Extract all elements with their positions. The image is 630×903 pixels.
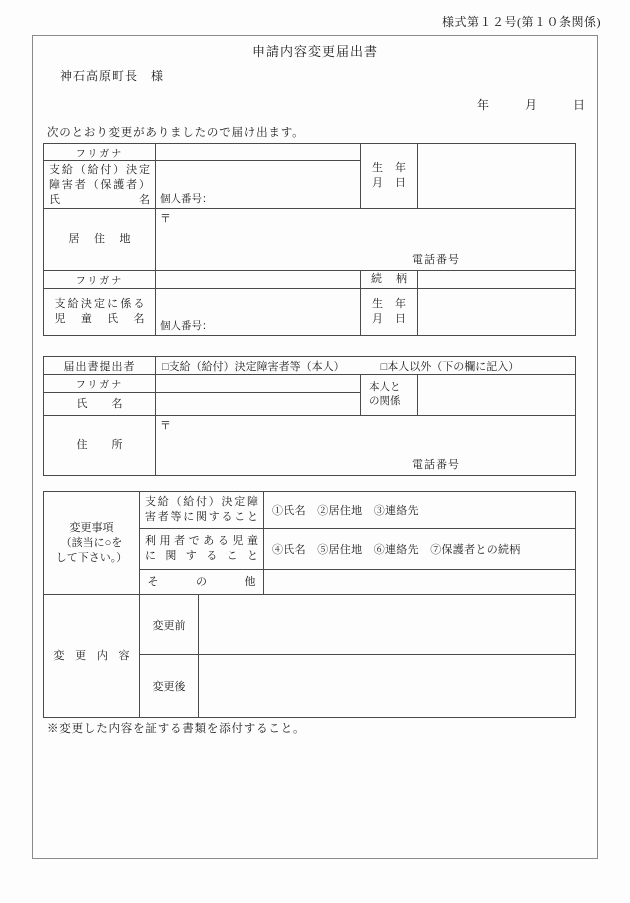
child-name-input-cell[interactable] bbox=[156, 289, 361, 335]
relation-to-self-input-cell[interactable] bbox=[418, 375, 575, 416]
child-furigana-label: フリガナ bbox=[44, 271, 156, 289]
date-month-label: 月 bbox=[524, 98, 537, 112]
after-input-cell[interactable] bbox=[199, 655, 575, 717]
other-input-cell[interactable] bbox=[264, 570, 575, 595]
before-input-cell[interactable] bbox=[199, 595, 575, 655]
submitter-furigana-input-cell[interactable] bbox=[156, 375, 361, 393]
phone-label: 電話番号 bbox=[412, 459, 460, 471]
child-personal-number-label: 個人番号： bbox=[160, 321, 213, 332]
checkbox-option-self[interactable]: □支給（給付）決定障害者等（本人） bbox=[162, 360, 345, 373]
date-line bbox=[477, 96, 585, 113]
recipient-name-label: 支給（給付）決定 障害者（保護者） 氏名 bbox=[44, 161, 156, 209]
after-label: 変更後 bbox=[140, 655, 199, 717]
child-birthdate-label: 生年 月日 bbox=[361, 289, 418, 335]
residence-label: 居住地 bbox=[44, 209, 156, 271]
addressee: 神石高原町長 様 bbox=[60, 69, 165, 83]
change-items-label: 変更事項 （該当に○を して下さい。） bbox=[44, 492, 140, 595]
footnote: ※変更した内容を証する書類を添付すること。 bbox=[47, 723, 306, 735]
grantee-options: ①氏名 ②居住地 ③連絡先 bbox=[264, 492, 575, 529]
child-matters-label: 利用者である児童 に関すること bbox=[140, 529, 264, 570]
address-label: 住所 bbox=[44, 416, 156, 475]
submitter-table bbox=[43, 356, 576, 476]
furigana-input-cell[interactable] bbox=[156, 144, 361, 161]
child-furigana-input-cell[interactable] bbox=[156, 271, 361, 289]
birthdate-input-cell[interactable] bbox=[418, 144, 575, 209]
date-day-label: 日 bbox=[572, 98, 585, 112]
date-year-label: 年 bbox=[476, 98, 489, 112]
submitter-label: 届出書提出者 bbox=[44, 357, 156, 375]
child-birthdate-input-cell[interactable] bbox=[418, 289, 575, 335]
recipient-table bbox=[43, 143, 576, 336]
intro-sentence: 次のとおり変更がありましたので届け出ます。 bbox=[47, 127, 305, 139]
child-name-label: 支給決定に係る 児童氏名 bbox=[44, 289, 156, 335]
page-title: 申請内容変更届出書 bbox=[251, 44, 378, 59]
residence-input-cell[interactable] bbox=[156, 209, 575, 271]
submitter-furigana-label: フリガナ bbox=[44, 375, 156, 393]
before-label: 変更前 bbox=[140, 595, 199, 655]
change-table bbox=[43, 491, 576, 718]
form-code: 様式第１２号(第１０条関係) bbox=[442, 15, 601, 29]
furigana-label: フリガナ bbox=[44, 144, 156, 161]
child-options: ④氏名 ⑤居住地 ⑥連絡先 ⑦保護者との続柄 bbox=[264, 529, 575, 570]
address-input-cell[interactable] bbox=[156, 416, 575, 475]
postal-mark: 〒 bbox=[160, 213, 171, 225]
relation-to-self-label: 本人と の関係 bbox=[361, 375, 418, 416]
postal-mark: 〒 bbox=[160, 420, 171, 432]
change-content-label: 変更内容 bbox=[44, 595, 140, 717]
other-label: その他 bbox=[140, 570, 264, 595]
form-page bbox=[32, 35, 598, 859]
personal-number-label: 個人番号： bbox=[160, 194, 213, 205]
grantee-matters-label: 支給（給付）決定障 害者等に関すること bbox=[140, 492, 264, 529]
submitter-name-label: 氏名 bbox=[44, 393, 156, 416]
recipient-name-input-cell[interactable] bbox=[156, 161, 361, 209]
relation-label: 続柄 bbox=[361, 271, 418, 289]
submitter-name-input-cell[interactable] bbox=[156, 393, 361, 416]
phone-label: 電話番号 bbox=[412, 254, 460, 266]
checkbox-option-other[interactable]: □本人以外（下の欄に記入） bbox=[380, 360, 520, 373]
submitter-options-cell bbox=[156, 357, 575, 375]
birthdate-label: 生年 月日 bbox=[361, 144, 418, 209]
relation-input-cell[interactable] bbox=[418, 271, 575, 289]
